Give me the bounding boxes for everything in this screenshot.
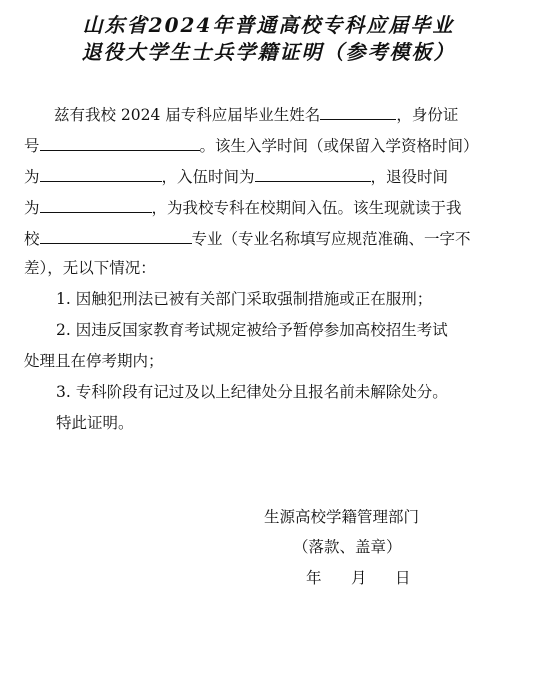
condition-item-2-cont: 处理且在停考期内； bbox=[24, 352, 164, 370]
major-blank[interactable] bbox=[40, 225, 192, 244]
text-segment: 为 bbox=[24, 168, 40, 186]
text-segment: 兹有我校 2024 届专科应届毕业生姓名 bbox=[54, 106, 321, 124]
paragraph-line-5 bbox=[24, 225, 514, 249]
text-segment: 校 bbox=[24, 230, 40, 248]
text-segment: 号 bbox=[24, 137, 40, 155]
paragraph-line-3 bbox=[24, 163, 514, 187]
date-year-label: 年 bbox=[306, 569, 322, 587]
text-segment: ，退役时间 bbox=[370, 168, 449, 186]
date-month-label: 月 bbox=[351, 569, 367, 587]
paragraph-line-4 bbox=[24, 194, 514, 218]
text-segment: 为 bbox=[24, 199, 40, 217]
date-day-label: 日 bbox=[395, 569, 411, 587]
title-line-1: 山东省2024年普通高校专科应届毕业 bbox=[82, 13, 455, 37]
condition-item-3: 3. 专科阶段有记过及以上纪律处分且报名前未解除处分。 bbox=[56, 383, 448, 401]
id-number-blank[interactable] bbox=[40, 132, 200, 151]
closing-text: 特此证明。 bbox=[56, 414, 134, 432]
enrollment-date-blank[interactable] bbox=[40, 163, 162, 182]
text-segment: ，身份证 bbox=[396, 106, 459, 124]
text-segment: ，为我校专科在校期间入伍。该生现就读于我 bbox=[151, 199, 462, 217]
name-blank[interactable] bbox=[320, 101, 396, 120]
stamp-note: （落款、盖章） bbox=[293, 538, 402, 556]
text-segment: ，入伍时间为 bbox=[161, 168, 255, 186]
text-segment: 专业（专业名称填写应规范准确、一字不 bbox=[191, 230, 471, 248]
enlistment-date-blank[interactable] bbox=[255, 163, 371, 182]
issuing-department: 生源高校学籍管理部门 bbox=[264, 508, 420, 526]
condition-item-1: 1. 因触犯刑法已被有关部门采取强制措施或正在服刑； bbox=[56, 290, 433, 308]
condition-item-2: 2. 因违反国家教育考试规定被给予暂停参加高校招生考试 bbox=[56, 321, 448, 339]
paragraph-line-6: 差），无以下情况： bbox=[24, 259, 156, 277]
paragraph-line-1 bbox=[54, 101, 537, 125]
title-line-2: 退役大学生士兵学籍证明（参考模板） bbox=[81, 40, 456, 64]
discharge-date-blank[interactable] bbox=[40, 194, 152, 213]
paragraph-line-2 bbox=[24, 132, 514, 156]
text-segment: 。该生入学时间（或保留入学资格时间） bbox=[199, 137, 479, 155]
